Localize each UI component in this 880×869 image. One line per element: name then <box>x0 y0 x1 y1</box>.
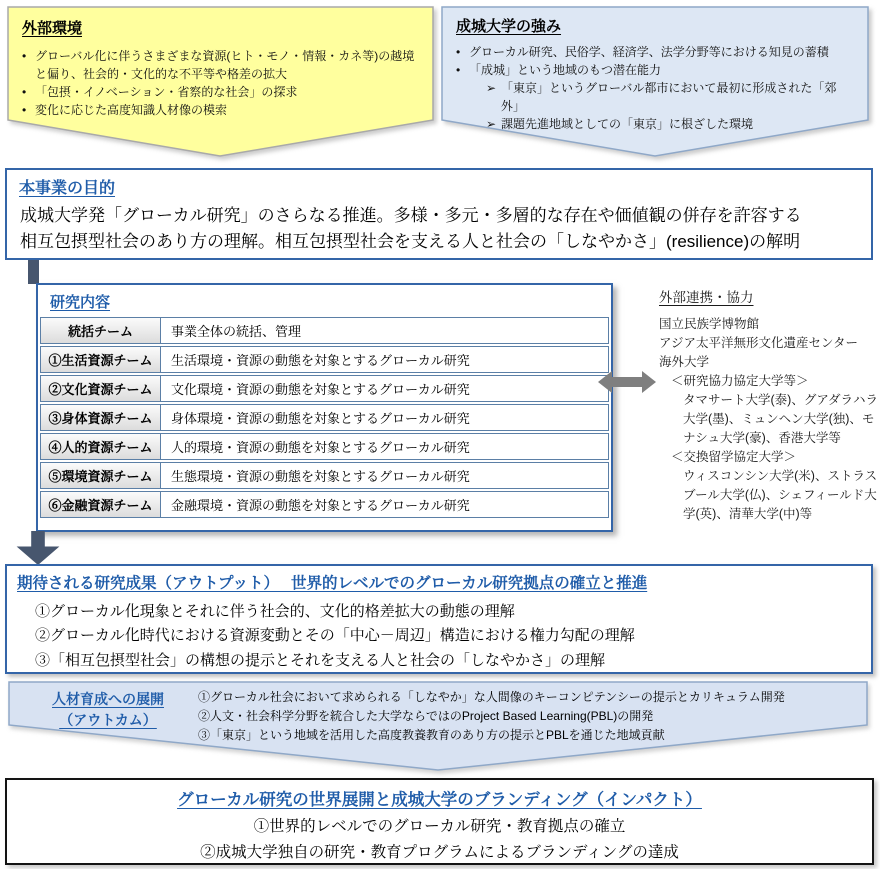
team-cell: ④人的資源チーム <box>41 434 161 459</box>
bullet-item <box>22 83 419 101</box>
desc-cell: 生活環境・資源の動態を対象とするグローカル研究 <box>171 353 470 368</box>
research-content-box <box>36 283 613 532</box>
bullet-item <box>456 43 854 61</box>
collab-group-header: ＜交換留学協定大学＞ <box>671 449 797 464</box>
team-cell: 統括チーム <box>41 318 161 343</box>
university-strengths-box <box>441 6 869 158</box>
arrowhead-icon: ➢ <box>486 81 497 95</box>
collab-group-header: ＜研究協力協定大学等＞ <box>671 373 809 388</box>
desc-cell: 人的環境・資源の動態を対象とするグローカル研究 <box>171 440 470 455</box>
purpose-text-line: 相互包摂型社会のあり方の理解。相互包摂型社会を支える人と社会の「しなやかさ」(resilience)の解明 <box>20 231 801 251</box>
desc-cell: 金融環境・資源の動態を対象とするグローカル研究 <box>171 498 470 513</box>
team-cell: ①生活資源チーム <box>41 347 161 372</box>
bullet-icon: • <box>22 85 27 99</box>
table-row <box>40 317 609 344</box>
table-row <box>40 433 609 460</box>
project-purpose-box <box>5 168 873 260</box>
bullet-icon: • <box>22 103 27 117</box>
outcomes-label-line: 人材育成への展開 <box>52 691 164 707</box>
sub-bullet-text: 課題先進地域としての「東京」に根ざした環境 <box>501 117 754 131</box>
expected-outputs-title: 期待される研究成果（アウトプット） 世界的レベルでのグローカル研究拠点の確立と推進 <box>17 575 648 592</box>
table-row <box>40 375 609 402</box>
project-purpose-title: 本事業の目的 <box>19 180 116 197</box>
team-cell: ②文化資源チーム <box>41 376 161 401</box>
bullet-item <box>22 101 419 119</box>
arrowhead-icon: ➢ <box>486 117 497 131</box>
team-cell: ⑤環境資源チーム <box>41 463 161 488</box>
output-item: ①グローカル化現象とそれに伴う社会的、文化的格差拡大の動態の理解 <box>35 603 515 620</box>
research-team-table <box>38 317 611 518</box>
connector-bar <box>28 260 39 284</box>
sub-bullet-item <box>456 79 854 115</box>
branding-impact-title: グローカル研究の世界展開と成城大学のブランディング（インパクト） <box>177 791 702 809</box>
table-row <box>40 491 609 518</box>
sub-bullet-text: 「東京」というグローバル都市において最初に形成された「郊外」 <box>501 81 837 113</box>
desc-cell: 文化環境・資源の動態を対象とするグローカル研究 <box>171 382 470 397</box>
purpose-text-line: 成城大学発「グローカル研究」のさらなる推進。多様・多元・多層的な存在や価値観の併存を許容する <box>20 206 802 225</box>
table-row <box>40 346 609 373</box>
external-collaboration-panel <box>659 288 878 524</box>
research-content-title: 研究内容 <box>50 294 111 311</box>
table-row <box>40 404 609 431</box>
collab-group-body: タマサート大学(泰)、グアダラハラ大学(墨)、ミュンヘン大学(独)、モナシュ大学(豪)、香港大学等 <box>683 392 878 445</box>
desc-cell: 事業全体の統括、管理 <box>171 324 302 339</box>
bullet-item <box>22 47 419 83</box>
bullet-text: グローカル研究、民俗学、経済学、法学分野等における知見の蓄積 <box>469 45 829 59</box>
external-environment-title: 外部環境 <box>22 20 83 37</box>
collab-org: 国立民族学博物館 <box>659 316 760 331</box>
external-environment-box <box>7 6 434 158</box>
bullet-text: 「包摂・イノベーション・省察的な社会」の探求 <box>35 85 298 99</box>
bullet-icon: • <box>22 49 27 63</box>
bullet-text: 変化に応じた高度知識人材像の模索 <box>35 103 228 117</box>
output-item: ②グローカル化時代における資源変動とその「中心－周辺」構造における権力勾配の理解 <box>35 627 635 645</box>
collab-org: 海外大学 <box>659 354 710 369</box>
outcomes-label-line: （アウトカム） <box>59 712 157 728</box>
collab-group-body: ウィスコンシン大学(米)、ストラスブール大学(仏)、シェフィールド大学(英)、清華大学(中)等 <box>683 468 878 521</box>
expected-outputs-box <box>5 564 873 674</box>
branding-impact-box <box>5 778 874 865</box>
double-arrow-icon <box>597 368 657 396</box>
bullet-text: 「成城」という地域のもつ潜在能力 <box>469 63 662 77</box>
sub-bullet-item <box>456 115 854 133</box>
output-item: ③「相互包摂型社会」の構想の提示とそれを支える人と社会の「しなやかさ」の理解 <box>35 651 606 669</box>
collab-org: アジア太平洋無形文化遺産センター <box>659 335 859 350</box>
outcomes-label <box>22 689 194 731</box>
external-collaboration-title: 外部連携・協力 <box>659 290 754 305</box>
table-row <box>40 462 609 489</box>
bullet-item <box>456 61 854 79</box>
university-strengths-title: 成城大学の強み <box>456 18 562 35</box>
desc-cell: 身体環境・資源の動態を対象とするグローカル研究 <box>171 411 470 426</box>
outcome-item: ①グローカル社会において求められる「しなやか」な人間像のキーコンピテンシーの提示とカリキュラム開発 <box>198 690 785 704</box>
hr-development-outcomes-banner <box>8 681 869 772</box>
bullet-text: グローバル化に伴うさまざまな資源(ヒト・モノ・情報・カネ等)の越境と偏り、社会的・文化的な不平等や格差の拡大 <box>35 49 415 81</box>
bullet-icon: • <box>456 45 461 59</box>
impact-item: ②成城大学独自の研究・教育プログラムによるブランディングの達成 <box>200 844 679 862</box>
team-cell: ③身体資源チーム <box>41 405 161 430</box>
bullet-icon: • <box>456 63 461 77</box>
desc-cell: 生態環境・資源の動態を対象とするグローカル研究 <box>171 469 470 484</box>
outcome-item: ②人文・社会科学分野を統合した大学ならではのProject Based Learning(PBL)の開発 <box>198 709 654 724</box>
outcome-item: ③「東京」という地域を活用した高度教養教育のあり方の提示とPBLを通じた地域貢献 <box>198 728 665 743</box>
impact-item: ①世界的レベルでのグローカル研究・教育拠点の確立 <box>253 818 626 835</box>
team-cell: ⑥金融資源チーム <box>41 492 161 517</box>
down-arrow-icon <box>15 531 61 566</box>
